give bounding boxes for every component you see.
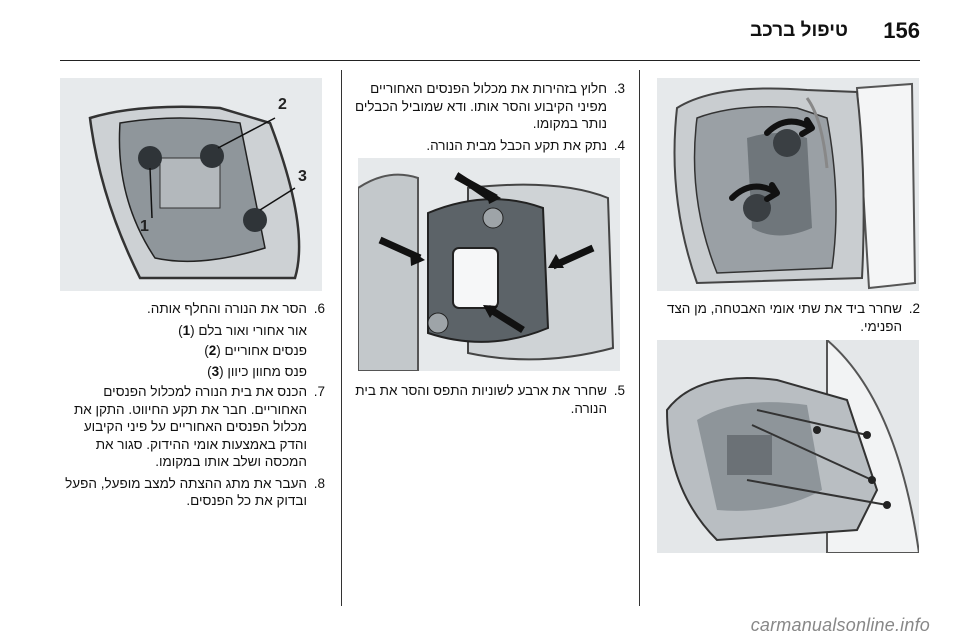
bulb-item-1: אור אחורי ואור בלם (1) (178, 322, 307, 338)
page-header (60, 18, 920, 58)
figure-bulb-holder-tabs (358, 158, 620, 371)
step-3-text: חלוץ בזהירות את מכלול הפנסים האחוריים מפיני הקיבוע והסר אותו. ודא שמוביל הכבלים נותר במקומו. (355, 81, 607, 131)
column-divider-left (341, 70, 342, 606)
callout-1: 1 (140, 218, 149, 235)
callout-2: 2 (278, 96, 287, 113)
step-5-block (355, 382, 625, 421)
step-7-number: 7. (313, 384, 325, 399)
watermark: carmanualsonline.info (750, 615, 930, 635)
step-2-number: 2. (908, 301, 920, 316)
step-6-number: 6. (313, 301, 325, 316)
step-3-number: 3. (613, 81, 625, 96)
section-title: טיפול ברכב (750, 20, 848, 41)
figure-lamp-nuts (657, 78, 919, 291)
page-number: 156 (883, 18, 920, 43)
steps-6-8-block (55, 300, 325, 514)
step-5-text: שחרר את ארבע לשוניות התפס והסר את בית הנורה. (355, 383, 607, 416)
bulb-item-2: פנסים אחוריים (2) (204, 343, 307, 358)
step-2-block (652, 300, 920, 339)
step-2-text: שחרר ביד את שתי אומי האבטחה, מן הצד הפנימי. (666, 301, 902, 334)
step-7-text: הכנס את בית הנורה למכלול הפנסים האחוריים. חבר את תקע החיווט. התקן את מכלול הפנסים האחוריים על פיני הקיבוע והדק באמצעות אומי ההידוק. סגור את המכסה ושלב אותו במקומו. (73, 384, 307, 469)
callout-3: 3 (298, 168, 307, 185)
step-5-number: 5. (613, 383, 625, 398)
figure-lamp-pins (657, 340, 919, 553)
bulb-item-3: פנס מחוון כיוון (3) (207, 363, 307, 379)
column-divider-right (639, 70, 640, 606)
header-rule (60, 60, 920, 61)
step-4-text: נתק את תקע הכבל מבית הנורה. (426, 137, 607, 153)
step-3-block (355, 80, 625, 158)
step-8-number: 8. (313, 475, 325, 491)
step-4-number: 4. (613, 137, 625, 153)
step-8-text: העבר את מתג ההצתה למצב מופעל, הפעל ובדוק את כל הפנסים. (65, 475, 307, 508)
step-6-text: הסר את הנורה והחלף אותה. (147, 301, 307, 316)
